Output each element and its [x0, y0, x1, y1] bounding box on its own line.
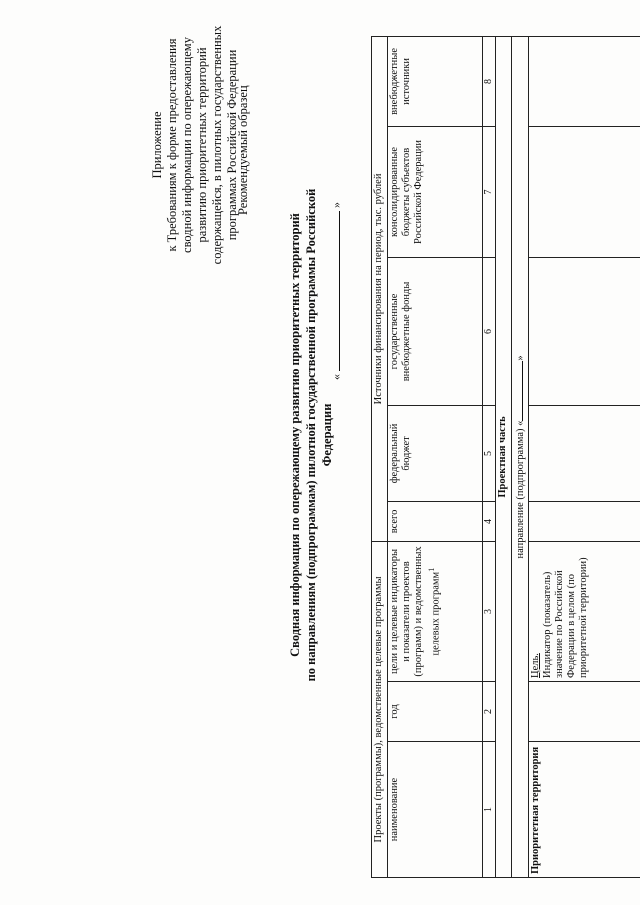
col-header-year: год [388, 682, 483, 742]
direction-label-text: направление (подпрограмма) « [515, 420, 526, 559]
table-header-group-row [372, 36, 388, 877]
col-header-extrabudgetary: внебюджетные источники [388, 36, 483, 126]
program-name-blank [329, 202, 344, 380]
col-header-federal-budget: федеральный бюджет [388, 405, 483, 501]
project-part-row [496, 36, 512, 877]
column-number: 8 [483, 36, 496, 126]
total-cell [529, 501, 640, 541]
indicator-line: приоритетной территории) [578, 557, 589, 678]
title-line-2: по направлениям (подпрограммам) пилотной государственной программы Российской Федерации [304, 188, 334, 682]
col-header-state-funds: государственные внебюджетные фонды [388, 257, 483, 405]
blank-underline [513, 361, 523, 421]
footnote-mark: 1 [426, 567, 436, 572]
appendix-line: Приложение [150, 111, 164, 179]
priority-territory-cell: Приоритетная территория [529, 742, 640, 878]
year-cell [529, 682, 640, 742]
column-number: 6 [483, 257, 496, 405]
column-number: 5 [483, 405, 496, 501]
appendix-line: сводной информации по опережающему [180, 37, 194, 253]
direction-row [512, 36, 529, 877]
indicator-line: Индикатор (показатель) [542, 571, 553, 678]
appendix-header [150, 25, 240, 265]
col-header-goals [388, 541, 483, 681]
col-header-total: всего [388, 501, 483, 541]
project-part-label: Проектная часть [496, 36, 512, 877]
appendix-line: содержащейся, в пилотных государственных [210, 25, 224, 265]
appendix-line: к Требованиям к форме предоставления [165, 38, 179, 252]
col-header-name: наименование [388, 742, 483, 878]
col-header-regional-budgets: консолидированные бюджеты субъектов Российской Федерации [388, 126, 483, 257]
goal-line: Цель. [530, 653, 541, 678]
goals-cell [529, 541, 640, 681]
table-column-numbers-row [483, 36, 496, 877]
column-number: 4 [483, 501, 496, 541]
state-funds-cell [529, 257, 640, 405]
federal-budget-cell [529, 405, 640, 501]
quote-open: « [329, 374, 343, 380]
column-number: 1 [483, 742, 496, 878]
header-projects-group: Проекты (программы), ведомственные целевые программы [372, 541, 388, 877]
table-header-row [388, 36, 483, 877]
appendix-line: развитию приоритетных территорий [195, 47, 209, 243]
indicator-line: Федерации в целом (по [566, 573, 577, 678]
direction-close: » [515, 355, 526, 361]
summary-table [371, 36, 640, 878]
column-number: 3 [483, 541, 496, 681]
title-line-1: Сводная информация по опережающему развитию приоритетных территорий [288, 213, 302, 657]
indicator-line: значение по Российской [554, 570, 565, 678]
recommended-sample-label: Рекомендуемый образец [236, 85, 250, 215]
document-title [287, 185, 335, 685]
table-row [529, 36, 640, 877]
col-header-goals-text: цели и целевые индикаторы и показатели проектов (программ) и ведомственных целевых программ [389, 546, 442, 677]
column-number: 2 [483, 682, 496, 742]
header-financing-group: Источники финансирования на период, тыс. рублей [372, 36, 388, 541]
column-number: 7 [483, 126, 496, 257]
direction-label [512, 36, 529, 877]
quote-close: » [329, 202, 343, 208]
extrabudgetary-cell [529, 36, 640, 126]
blank-underline [329, 211, 340, 371]
appendix-line: программах Российской Федерации [225, 49, 239, 241]
regional-budgets-cell [529, 126, 640, 257]
